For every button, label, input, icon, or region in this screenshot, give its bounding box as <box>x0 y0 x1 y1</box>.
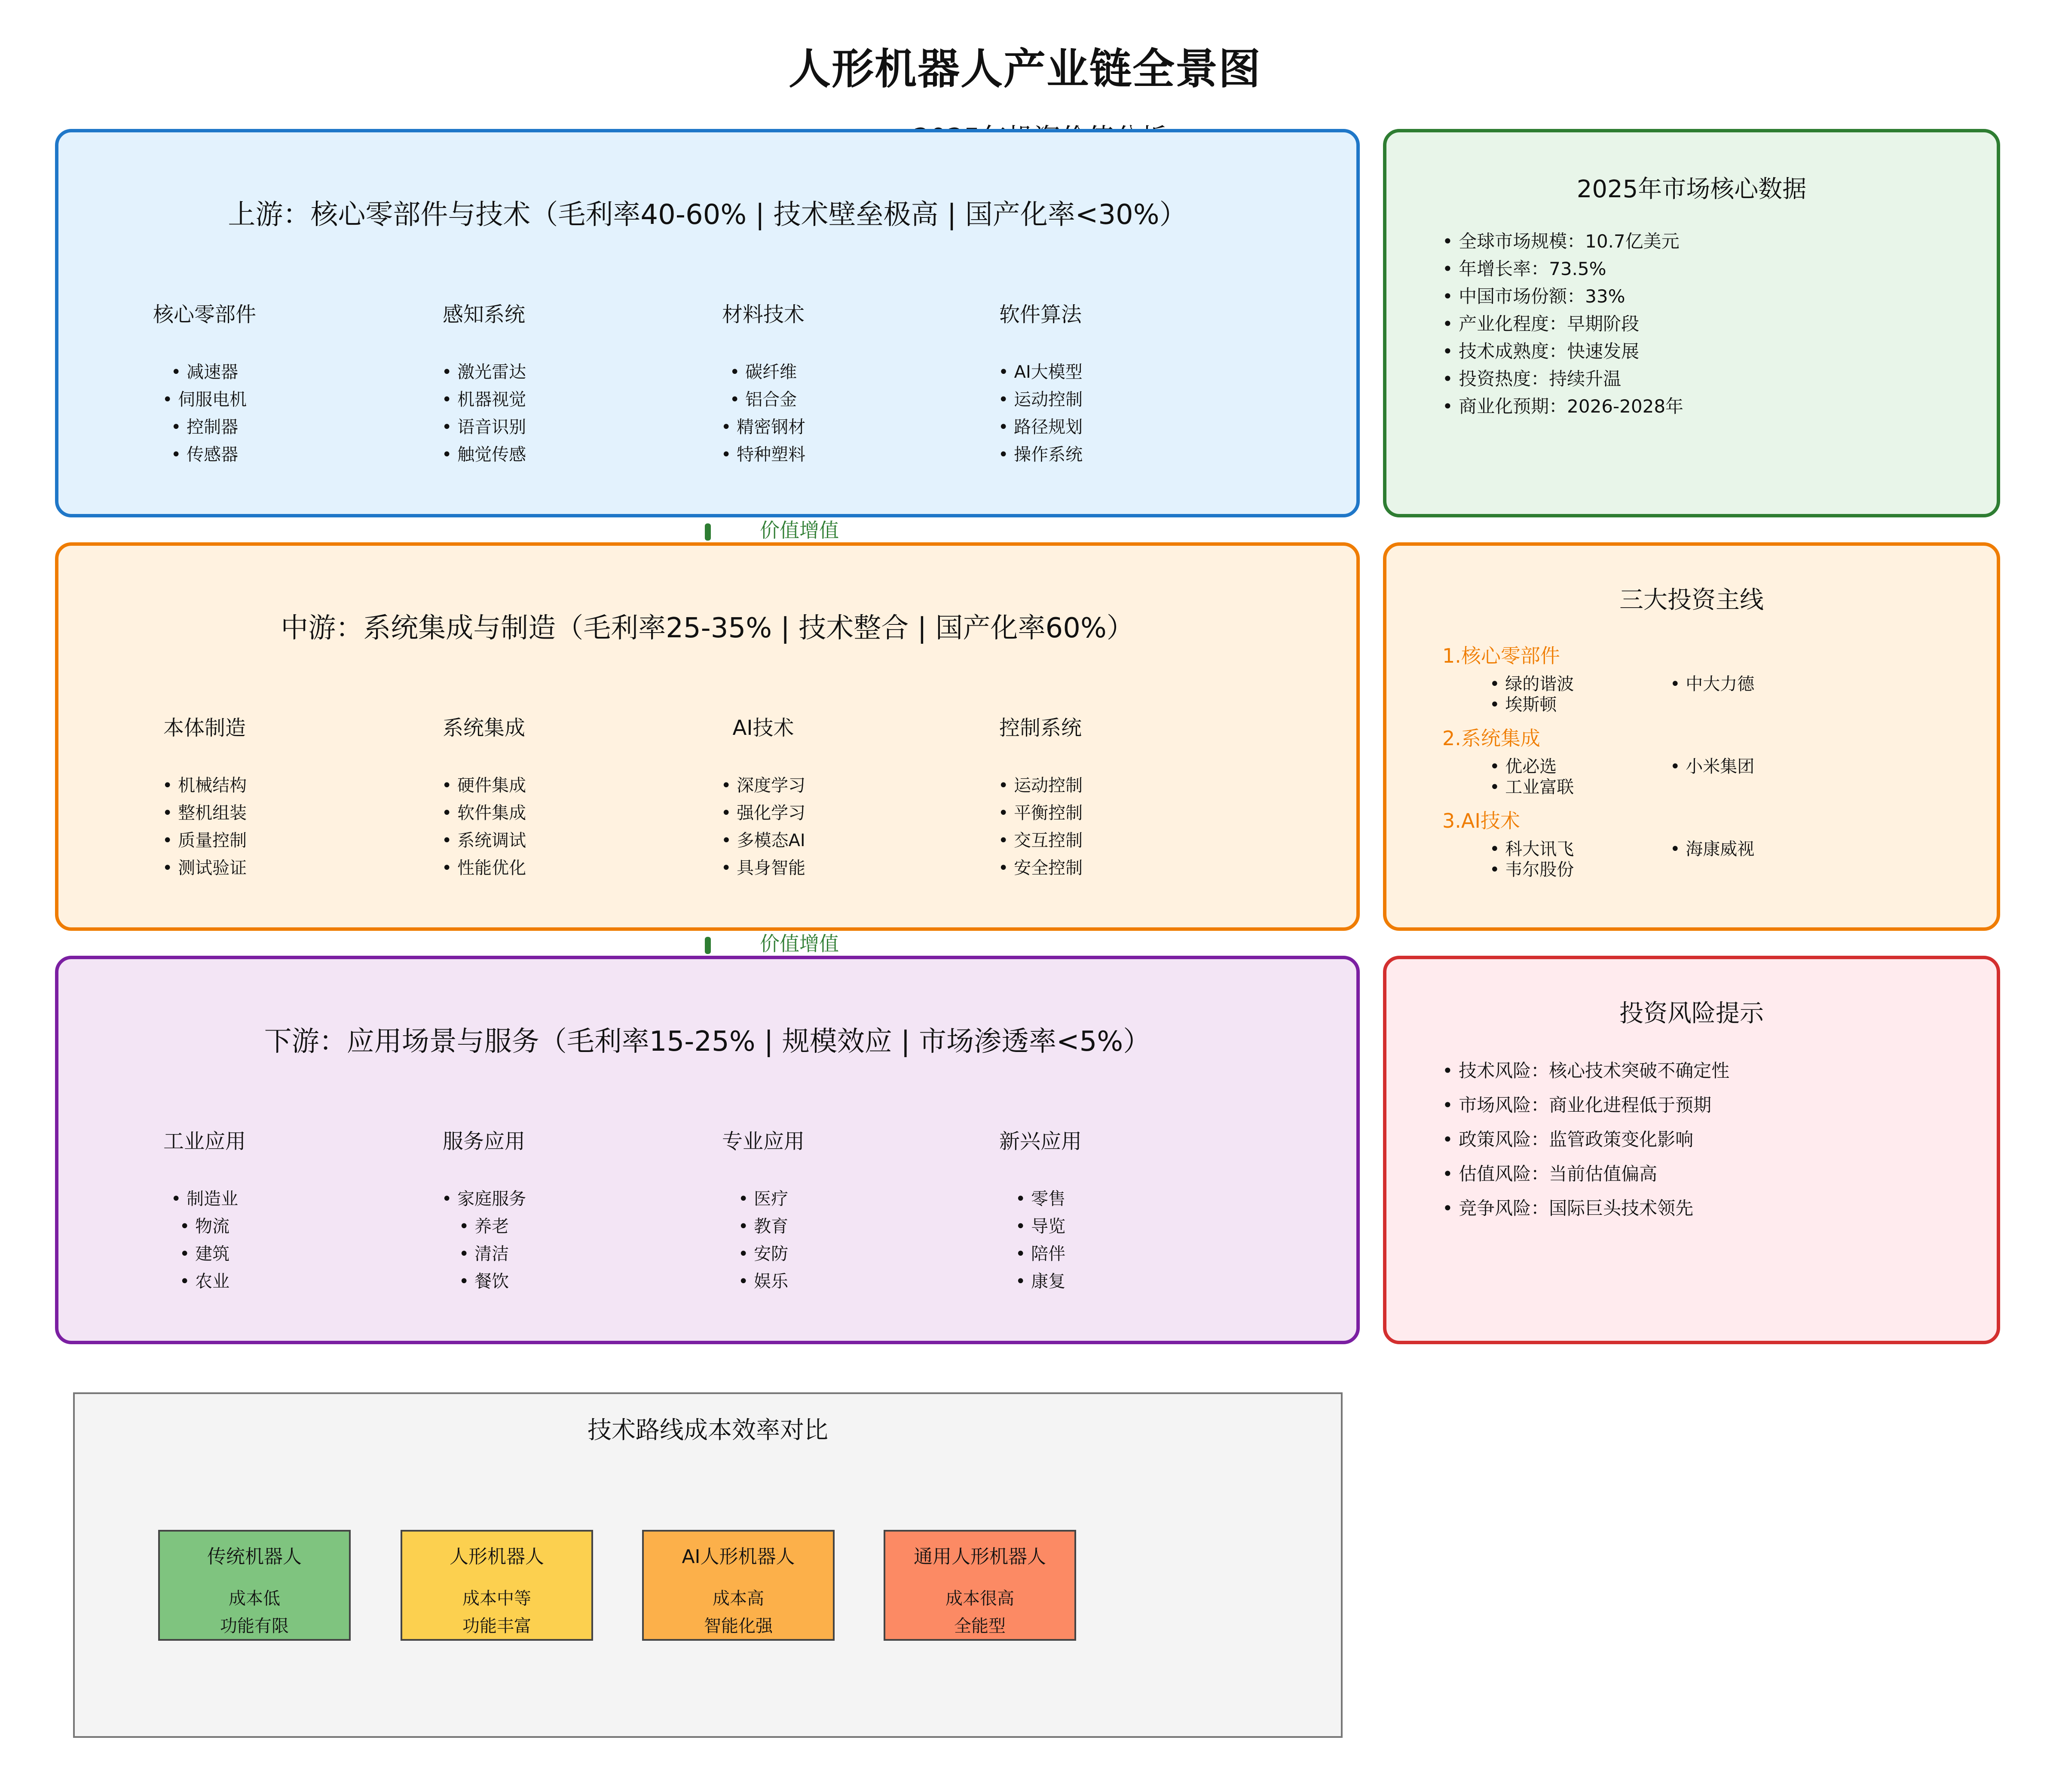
upstream-title: 上游：核心零部件与技术（毛利率40-60% | 技术壁垒极高 | 国产化率<30%） <box>228 199 1187 231</box>
column-head: AI技术 <box>732 716 794 740</box>
risk-item: • 市场风险：商业化进程低于预期 <box>1442 1095 1712 1116</box>
list-item: • 多模态AI <box>721 831 805 850</box>
box-feature: 功能有限 <box>220 1616 289 1636</box>
list-item: • 教育 <box>738 1217 789 1236</box>
company-item: • 小米集团 <box>1670 757 1755 777</box>
investment-line-head: 2.系统集成 <box>1442 727 1540 750</box>
value-flow-label: 价值增值 <box>760 519 839 542</box>
box-name: AI人形机器人 <box>682 1546 795 1568</box>
column-head: 专业应用 <box>722 1129 805 1153</box>
list-item: • 特种塑料 <box>721 445 806 465</box>
box-feature: 功能丰富 <box>462 1616 531 1636</box>
list-item: • 激光雷达 <box>441 362 526 382</box>
column-head: 服务应用 <box>442 1129 525 1153</box>
market-data-panel <box>1383 129 2000 517</box>
list-item: • 陪伴 <box>1015 1244 1066 1264</box>
company-item: • 科大讯飞 <box>1490 839 1574 859</box>
column-head: 核心零部件 <box>153 303 256 327</box>
column-head: 软件算法 <box>999 303 1082 327</box>
investment-lines-panel <box>1383 542 2000 931</box>
upstream-column-materials <box>643 298 884 468</box>
list-item: • 具身智能 <box>721 858 806 878</box>
list-item: • 安全控制 <box>998 858 1083 878</box>
list-item: • 安防 <box>738 1244 789 1264</box>
box-name: 通用人形机器人 <box>914 1546 1046 1568</box>
market-data-item: • 中国市场份额：33% <box>1442 286 1625 307</box>
list-item: • 软件集成 <box>441 803 526 823</box>
upstream-panel <box>55 129 1360 517</box>
list-item: • 整机组装 <box>162 803 247 823</box>
company-item: • 埃斯顿 <box>1490 695 1557 715</box>
upstream-column-components <box>84 298 325 468</box>
midstream-column-integration <box>364 711 604 882</box>
list-item: • AI大模型 <box>998 362 1083 382</box>
box-name: 人形机器人 <box>450 1546 544 1568</box>
midstream-column-control <box>920 711 1161 882</box>
list-item: • 伺服电机 <box>162 390 247 410</box>
downstream-column-service <box>364 1125 604 1295</box>
list-item: • 减速器 <box>171 362 239 382</box>
box-cost: 成本低 <box>229 1589 280 1609</box>
downstream-column-professional <box>643 1125 884 1295</box>
list-item: • 质量控制 <box>162 831 247 850</box>
list-item: • 碳纤维 <box>729 362 797 382</box>
midstream-column-ai <box>643 711 884 882</box>
column-head: 材料技术 <box>722 303 805 327</box>
list-item: • 性能优化 <box>441 858 526 878</box>
list-item: • 深度学习 <box>721 776 806 795</box>
column-head: 控制系统 <box>999 716 1082 740</box>
upstream-column-perception <box>364 298 604 468</box>
list-item: • 家庭服务 <box>441 1189 526 1209</box>
column-head: 工业应用 <box>163 1129 246 1153</box>
list-item: • 机械结构 <box>162 776 247 795</box>
downstream-column-industrial <box>84 1125 325 1295</box>
company-item: • 工业富联 <box>1490 777 1574 797</box>
column-head: 本体制造 <box>163 716 246 740</box>
list-item: • 交互控制 <box>998 831 1083 850</box>
company-item: • 韦尔股份 <box>1490 860 1574 880</box>
list-item: • 测试验证 <box>162 858 247 878</box>
risk-title: 投资风险提示 <box>1619 1000 1764 1027</box>
list-item: • 建筑 <box>179 1244 230 1264</box>
market-data-item: • 投资热度：持续升温 <box>1442 368 1622 389</box>
investment-line-head: 1.核心零部件 <box>1442 644 1560 667</box>
box-cost: 成本中等 <box>462 1589 531 1609</box>
list-item: • 触觉传感 <box>441 445 526 465</box>
list-item: • 运动控制 <box>998 776 1083 795</box>
market-data-item: • 技术成熟度：快速发展 <box>1442 341 1640 362</box>
risk-item: • 竞争风险：国际巨头技术领先 <box>1442 1198 1694 1219</box>
list-item: • 餐饮 <box>459 1272 509 1291</box>
list-item: • 强化学习 <box>721 803 806 823</box>
comparison-box-traditional <box>158 1530 351 1641</box>
comparison-box-general-humanoid <box>884 1530 1076 1641</box>
company-item: • 海康威视 <box>1670 839 1755 859</box>
value-flow-arrow <box>705 937 711 954</box>
downstream-panel <box>55 956 1360 1344</box>
box-feature: 全能型 <box>954 1616 1006 1636</box>
midstream-panel <box>55 542 1360 931</box>
box-cost: 成本高 <box>713 1589 764 1609</box>
downstream-column-emerging <box>920 1125 1161 1295</box>
risk-item: • 技术风险：核心技术突破不确定性 <box>1442 1060 1730 1081</box>
list-item: • 康复 <box>1015 1272 1066 1291</box>
list-item: • 系统调试 <box>441 831 526 850</box>
company-item: • 绿的谐波 <box>1490 674 1574 694</box>
box-name: 传统机器人 <box>207 1546 302 1568</box>
list-item: • 传感器 <box>171 445 239 465</box>
column-head: 新兴应用 <box>999 1129 1082 1153</box>
list-item: • 操作系统 <box>998 445 1083 465</box>
list-item: • 精密钢材 <box>721 417 806 437</box>
market-data-item: • 年增长率：73.5% <box>1442 258 1606 279</box>
list-item: • 导览 <box>1015 1217 1066 1236</box>
comparison-box-humanoid <box>401 1530 593 1641</box>
market-data-item: • 商业化预期：2026-2028年 <box>1442 396 1684 417</box>
value-flow-arrow <box>705 523 711 541</box>
list-item: • 娱乐 <box>738 1272 789 1291</box>
company-item: • 优必选 <box>1490 757 1557 777</box>
list-item: • 制造业 <box>171 1189 239 1209</box>
downstream-title: 下游：应用场景与服务（毛利率15-25% | 规模效应 | 市场渗透率<5%） <box>264 1026 1151 1058</box>
list-item: • 语音识别 <box>441 417 526 437</box>
box-feature: 智能化强 <box>704 1616 773 1636</box>
list-item: • 控制器 <box>171 417 239 437</box>
list-item: • 养老 <box>459 1217 509 1236</box>
upstream-column-software <box>920 298 1161 468</box>
list-item: • 平衡控制 <box>998 803 1083 823</box>
value-flow-label: 价值增值 <box>760 932 839 955</box>
comparison-title: 技术路线成本效率对比 <box>587 1416 828 1444</box>
market-data-item: • 产业化程度：早期阶段 <box>1442 313 1640 334</box>
risk-item: • 估值风险：当前估值偏高 <box>1442 1163 1658 1184</box>
company-item: • 中大力德 <box>1670 674 1755 694</box>
list-item: • 硬件集成 <box>441 776 526 795</box>
list-item: • 运动控制 <box>998 390 1083 410</box>
investment-line-head: 3.AI技术 <box>1442 809 1520 832</box>
market-data-title: 2025年市场核心数据 <box>1576 175 1807 203</box>
column-head: 系统集成 <box>442 716 525 740</box>
midstream-title: 中游：系统集成与制造（毛利率25-35% | 技术整合 | 国产化率60%） <box>281 612 1134 644</box>
comparison-panel <box>73 1392 1343 1738</box>
column-head: 感知系统 <box>442 303 525 327</box>
list-item: • 零售 <box>1015 1189 1066 1209</box>
list-item: • 清洁 <box>459 1244 509 1264</box>
list-item: • 物流 <box>179 1217 230 1236</box>
box-cost: 成本很高 <box>945 1589 1014 1609</box>
diagram-title: 人形机器人产业链全景图 <box>788 45 1261 94</box>
list-item: • 医疗 <box>738 1189 789 1209</box>
risk-item: • 政策风险：监管政策变化影响 <box>1442 1129 1694 1150</box>
investment-lines-title: 三大投资主线 <box>1619 586 1764 614</box>
list-item: • 铝合金 <box>729 390 797 410</box>
list-item: • 农业 <box>179 1272 230 1291</box>
list-item: • 路径规划 <box>998 417 1083 437</box>
market-data-item: • 全球市场规模：10.7亿美元 <box>1442 231 1680 252</box>
midstream-column-body <box>84 711 325 882</box>
comparison-box-ai-humanoid <box>642 1530 835 1641</box>
list-item: • 机器视觉 <box>441 390 526 410</box>
risk-panel <box>1383 956 2000 1344</box>
